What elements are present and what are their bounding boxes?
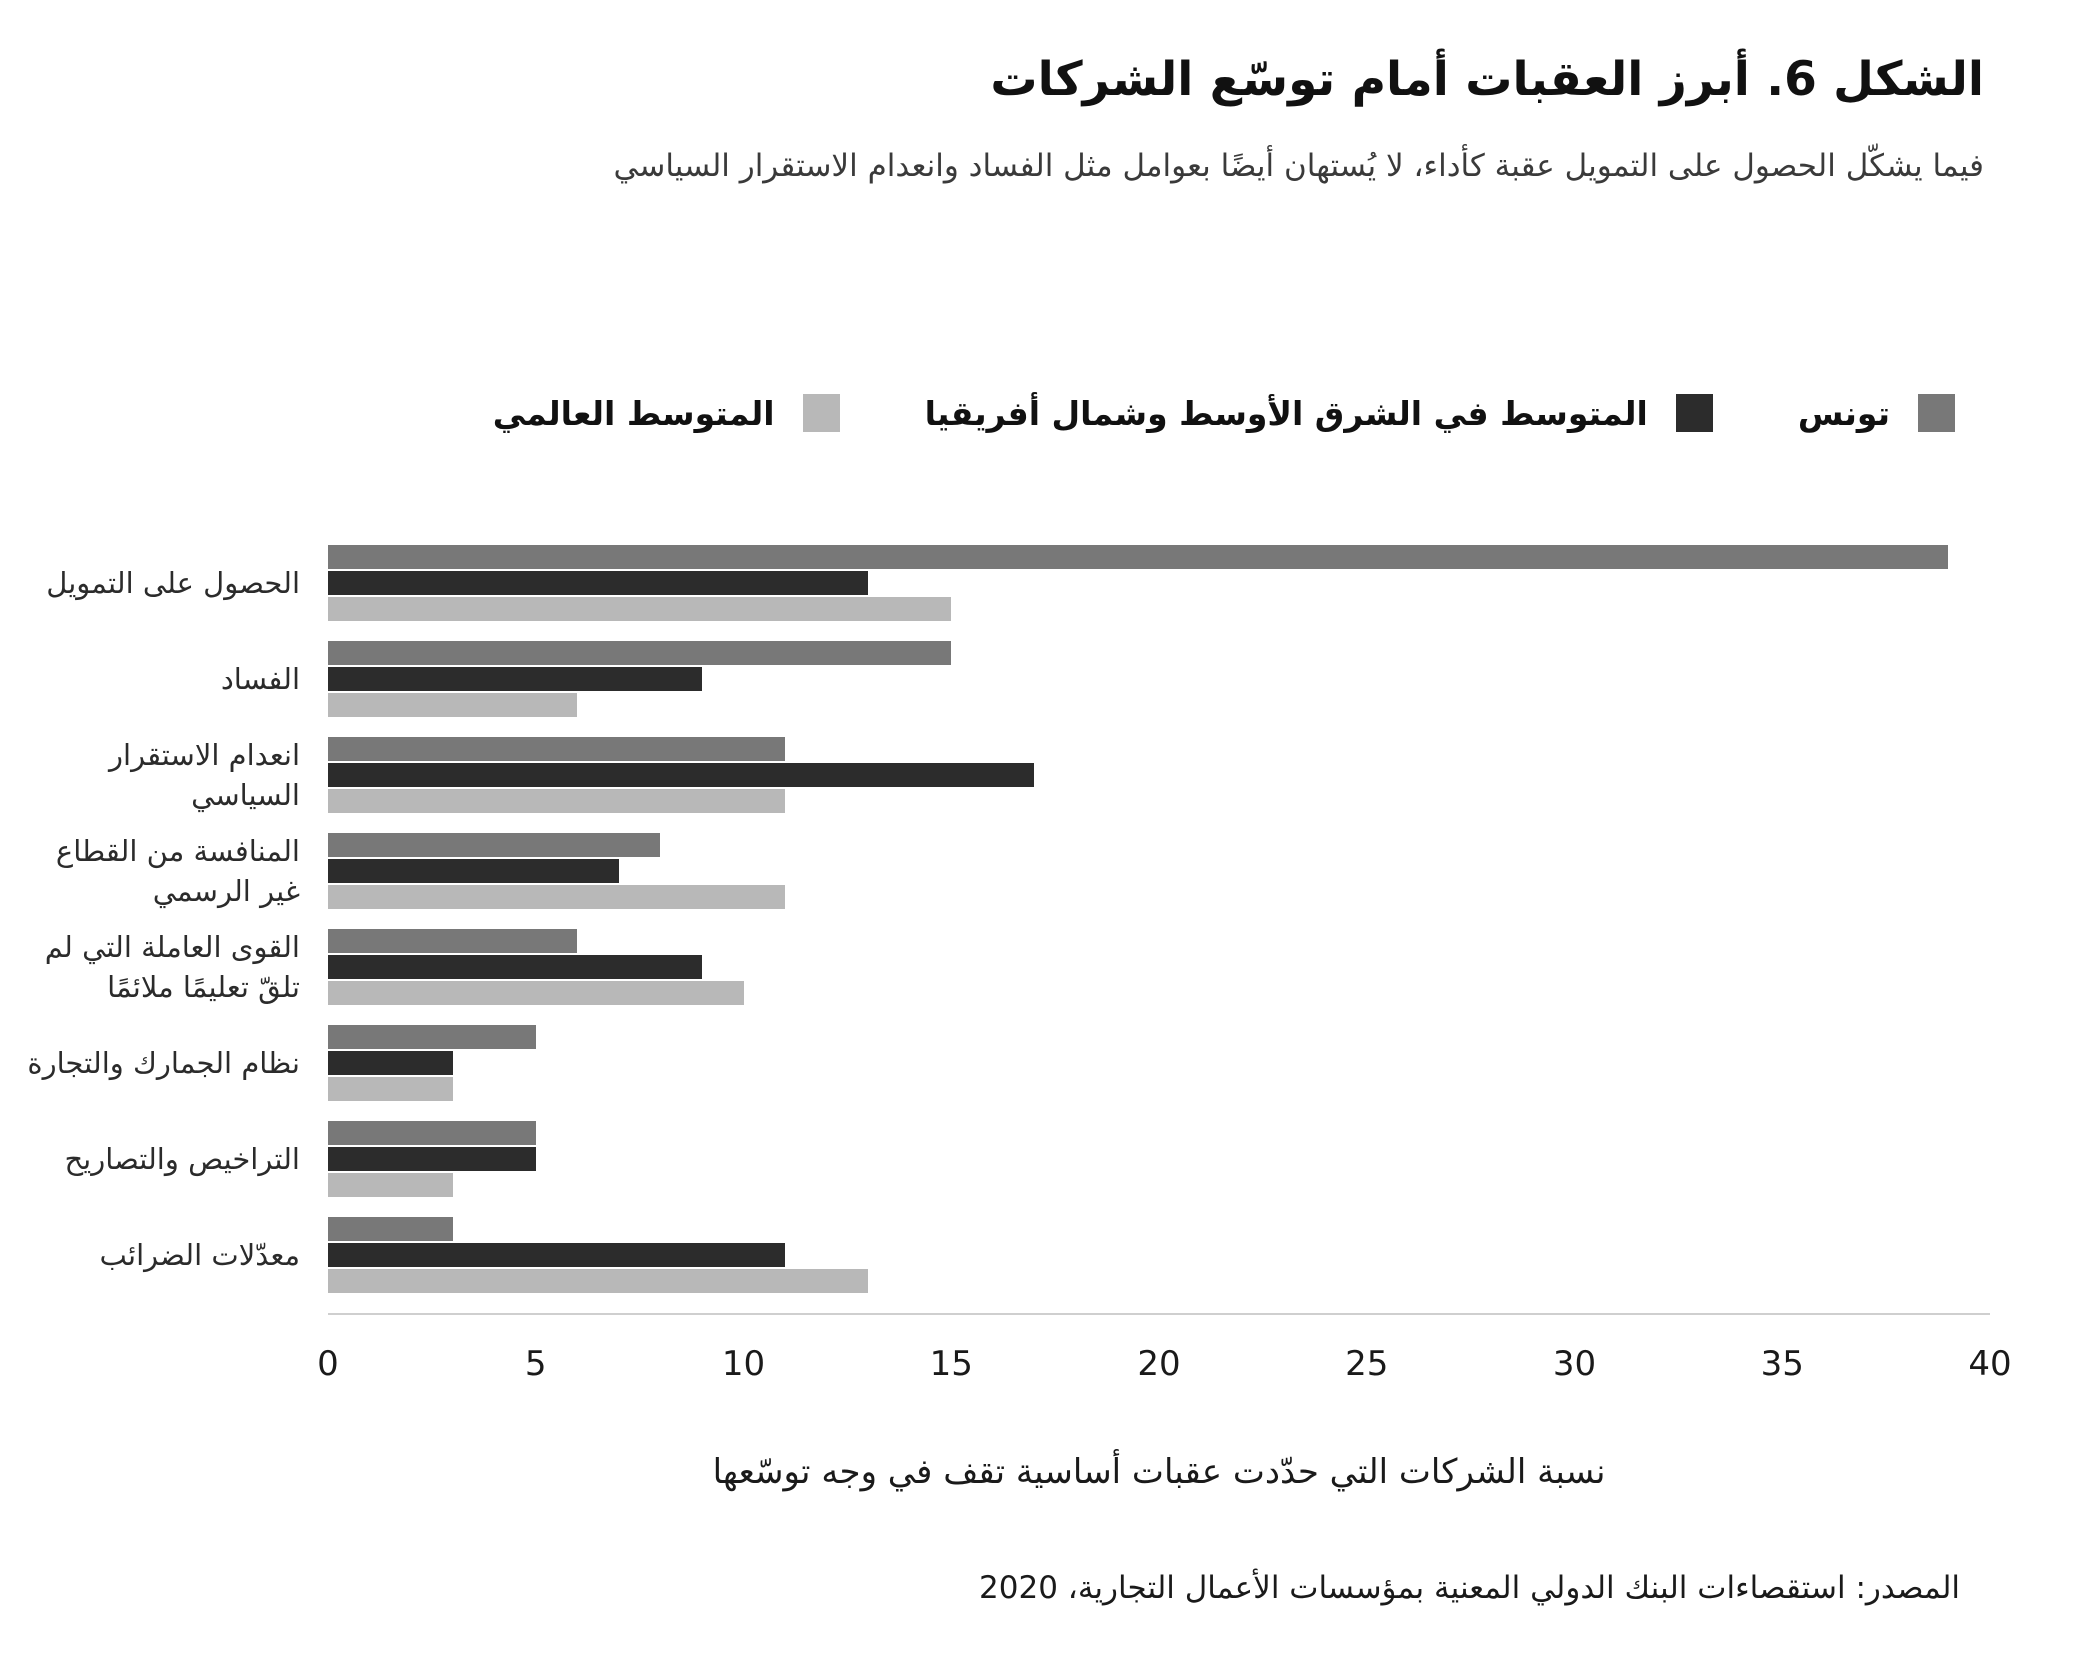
- bar: [328, 1173, 453, 1197]
- legend-item: [1798, 394, 1955, 432]
- x-tick-label: 5: [524, 1344, 547, 1384]
- chart-row: [0, 1217, 2084, 1293]
- chart-row: [0, 737, 2084, 813]
- row-bars: [328, 545, 1990, 621]
- x-tick-label: 40: [1968, 1344, 2012, 1384]
- x-axis-title: نسبة الشركات التي حدّدت عقبات أساسية تقف في وجه توسّعها: [712, 1452, 1606, 1492]
- legend-swatch: [1676, 394, 1713, 432]
- x-tick-label: 10: [721, 1344, 766, 1384]
- bar: [328, 885, 785, 909]
- bar: [328, 1269, 868, 1293]
- row-bars: [328, 1121, 1990, 1197]
- chart-legend: [493, 394, 1955, 432]
- chart-row: [0, 929, 2084, 1005]
- row-bars: [328, 737, 1990, 813]
- category-label: نظام الجمارك والتجارة: [27, 1046, 300, 1080]
- chart-row: [0, 545, 2084, 621]
- category-label: معدّلات الضرائب: [99, 1238, 300, 1272]
- bar: [328, 641, 951, 665]
- bar: [328, 859, 619, 883]
- row-bars: [328, 1025, 1990, 1101]
- bar: [328, 597, 951, 621]
- chart-rows: [0, 545, 2084, 1313]
- chart-row: [0, 641, 2084, 717]
- x-axis-ticks: [317, 1342, 2012, 1386]
- legend-label: المتوسط في الشرق الأوسط وشمال أفريقيا: [924, 393, 1648, 433]
- row-bars: [328, 641, 1990, 717]
- category-label: الفساد: [220, 662, 300, 696]
- chart-row: [0, 833, 2084, 909]
- bar: [328, 763, 1034, 787]
- bar: [328, 1025, 536, 1049]
- category-label: القوى العاملة التي لم تلقّ تعليمًا ملائمًا: [44, 930, 300, 1004]
- chart-row: [0, 1121, 2084, 1197]
- bar: [328, 955, 702, 979]
- bar: [328, 1147, 536, 1171]
- bar: [328, 667, 702, 691]
- bar: [328, 1051, 453, 1075]
- x-tick-label: 30: [1552, 1344, 1597, 1384]
- category-label: المنافسة من القطاع غير الرسمي: [55, 834, 300, 908]
- source-note: المصدر: استقصاءات البنك الدولي المعنية بمؤسسات الأعمال التجارية، 2020: [979, 1570, 1960, 1606]
- legend-item: [493, 394, 840, 432]
- row-bars: [328, 1217, 1990, 1293]
- bar: [328, 1243, 785, 1267]
- bar: [328, 1217, 453, 1241]
- legend-swatch: [1918, 394, 1955, 432]
- x-axis-line: [328, 1313, 1990, 1315]
- bar: [328, 789, 785, 813]
- legend-item: [925, 394, 1713, 432]
- figure-title: الشكل 6. أبرز العقبات أمام توسّع الشركات: [990, 52, 1984, 107]
- x-tick-label: 25: [1345, 1344, 1389, 1384]
- category-label: التراخيص والتصاريح: [64, 1142, 300, 1176]
- legend-label: المتوسط العالمي: [492, 393, 775, 433]
- figure-subtitle: فيما يشكّل الحصول على التمويل عقبة كأداء، لا يُستهان أيضًا بعوامل مثل الفساد وانعدام الاستقرار السياسي: [613, 148, 1984, 184]
- row-bars: [328, 929, 1990, 1005]
- bar: [328, 1121, 536, 1145]
- bar: [328, 833, 660, 857]
- x-tick-label: 35: [1760, 1344, 1804, 1384]
- bar: [328, 571, 868, 595]
- category-label: انعدام الاستقرار السياسي: [109, 738, 300, 812]
- bar: [328, 981, 744, 1005]
- chart-row: [0, 1025, 2084, 1101]
- bar: [328, 929, 577, 953]
- x-tick-label: 15: [929, 1344, 973, 1384]
- legend-swatch: [803, 394, 840, 432]
- bar: [328, 693, 577, 717]
- category-label: الحصول على التمويل: [46, 566, 300, 600]
- legend-label: تونس: [1797, 393, 1890, 433]
- x-tick-label: 0: [317, 1344, 339, 1384]
- x-tick-label: 20: [1137, 1344, 1181, 1384]
- bar: [328, 1077, 453, 1101]
- row-bars: [328, 833, 1990, 909]
- bar: [328, 737, 785, 761]
- bar: [328, 545, 1948, 569]
